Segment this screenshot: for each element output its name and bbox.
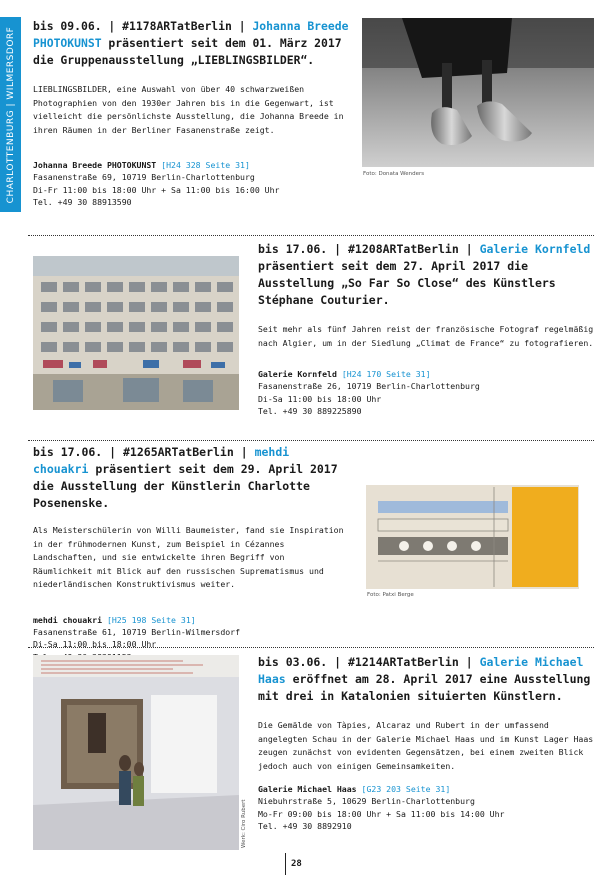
entry-address [33, 159, 353, 209]
entry-headline [258, 654, 596, 705]
photo-shoes [362, 18, 594, 167]
district-label: CHARLOTTENBURG | WILMERSDORF [5, 26, 16, 203]
headline-venue-link[interactable]: mehdi chouakri [33, 445, 290, 476]
headline-prefix: bis 03.06. | #1214ARTatBerlin | [258, 655, 480, 669]
entry-address [258, 368, 596, 418]
venue-name: Galerie Kornfeld [258, 369, 337, 379]
headline-venue-link[interactable]: Johanna Breede PHOTOKUNST [33, 19, 349, 50]
headline-text: eröffnet am 28. April 2017 eine Ausstellung mit drei in Katalonien situierten Künstlern. [258, 672, 591, 703]
entry-body: Seit mehr als fünf Jahren reist der französische Fotograf regelmäßig nach Algier, um in der Siedlung „Climat de France“ zu fotografieren. [258, 324, 594, 348]
entry-headline [33, 444, 345, 512]
entry-galerie-kornfeld [258, 241, 596, 418]
photo-credit [241, 799, 247, 848]
page-number: 28 [285, 853, 302, 875]
photo-credit: Foto: Donata Wenders [363, 171, 425, 177]
entry-headline [33, 18, 353, 69]
section-divider [28, 647, 594, 648]
phone-number: Tel. +49 30 889225890 [258, 406, 362, 417]
map-reference[interactable]: [H24 170 Seite 31] [341, 369, 431, 379]
photo-credit-text: Werk: Ciro Rubert [241, 799, 247, 848]
entry-body: Als Meisterschülerin von Willi Baumeister, fand sie Inspiration in der frühmodernen Kunst, zum Beispiel in Cézannes Landschaften, und sie entwickelte ihren Begriff von Räumlichkeit mit Blick auf den russischen Suprematismus und niederländischen Konstruktivismus weiter. [33, 525, 344, 589]
entry-address [258, 783, 596, 833]
entry-body: Die Gemälde von Tàpies, Alcaraz und Rubert in der umfassend angelegten Schau in der Galerie Michael Haas und im Kunst Lager Haas zeugen zunächst von evidenten Gegensätzen, bei einem zweiten Blick jedoch auch von einigen Gemeinsamkeiten. [258, 720, 594, 771]
headline-text: präsentiert seit dem 29. April 2017 die Ausstellung der Künstlerin Charlotte Posenenske. [33, 462, 338, 510]
venue-name: mehdi chouakri [33, 614, 103, 625]
photo-painting-installation [33, 655, 239, 850]
section-divider [28, 235, 594, 236]
opening-hours: Di-Sa 11:00 bis 18:00 Uhr [258, 393, 382, 404]
entry-johanna-breede [33, 18, 353, 209]
venue-name: Galerie Michael Haas [258, 784, 357, 794]
phone-number: Tel. +49 30 88913590 [33, 197, 132, 208]
map-reference[interactable]: [H25 198 Seite 31] [106, 614, 196, 625]
section-divider [28, 440, 594, 441]
headline-text: präsentiert seit dem 01. März 2017 die Gruppenausstellung „LIEBLINGSBILDER“. [33, 36, 342, 67]
headline-prefix: bis 09.06. | #1178ARTatBerlin | [33, 19, 253, 33]
street-address: Fasanenstraße 61, 10719 Berlin-Wilmersdorf [33, 626, 241, 637]
photo-abstract-work [366, 485, 579, 589]
entry-mehdi-chouakri [33, 444, 345, 663]
photo-credit: Foto: Patxi Berge [367, 592, 414, 598]
headline-prefix: bis 17.06. | #1265ARTatBerlin | [33, 445, 255, 459]
headline-venue-link[interactable]: Galerie Kornfeld [479, 242, 591, 256]
street-address: Fasanenstraße 26, 10719 Berlin-Charlottenburg [258, 381, 480, 392]
opening-hours: Di-Fr 11:00 bis 18:00 Uhr + Sa 11:00 bis 16:00 Uhr [33, 184, 280, 195]
entry-headline [258, 241, 596, 309]
opening-hours: Di-Sa 11:00 bis 18:00 Uhr [33, 639, 157, 650]
opening-hours: Mo-Fr 09:00 bis 18:00 Uhr + Sa 11:00 bis 14:00 Uhr [258, 808, 505, 819]
map-reference[interactable]: [H24 328 Seite 31] [161, 160, 250, 170]
phone-number: Tel. +49 30 8892910 [258, 821, 352, 832]
headline-text: präsentiert seit dem 27. April 2017 die Ausstellung „So Far So Close“ des Künstlers Stéphane Couturier. [258, 259, 556, 307]
headline-venue-link[interactable]: Galerie Michael Haas [258, 655, 584, 686]
street-address: Fasanenstraße 69, 10719 Berlin-Charlottenburg [33, 172, 255, 183]
venue-name: Johanna Breede PHOTOKUNST [33, 160, 157, 170]
district-side-tab [0, 17, 21, 212]
map-reference[interactable]: [G23 203 Seite 31] [361, 784, 451, 794]
entry-galerie-michael-haas [258, 654, 596, 833]
headline-prefix: bis 17.06. | #1208ARTatBerlin | [258, 242, 480, 256]
entry-body: LIEBLINGSBILDER, eine Auswahl von über 40 schwarzweißen Photographien von den 1930er Jahren bis in die Gegenwart, ist vielleicht die persönlichste Ausstellung, die Johanna Breede in ihren Räumen in der Berliner Fasanenstraße zeigt. [33, 84, 344, 135]
photo-building-facade [33, 256, 239, 410]
street-address: Niebuhrstraße 5, 10629 Berlin-Charlottenburg [258, 796, 475, 807]
